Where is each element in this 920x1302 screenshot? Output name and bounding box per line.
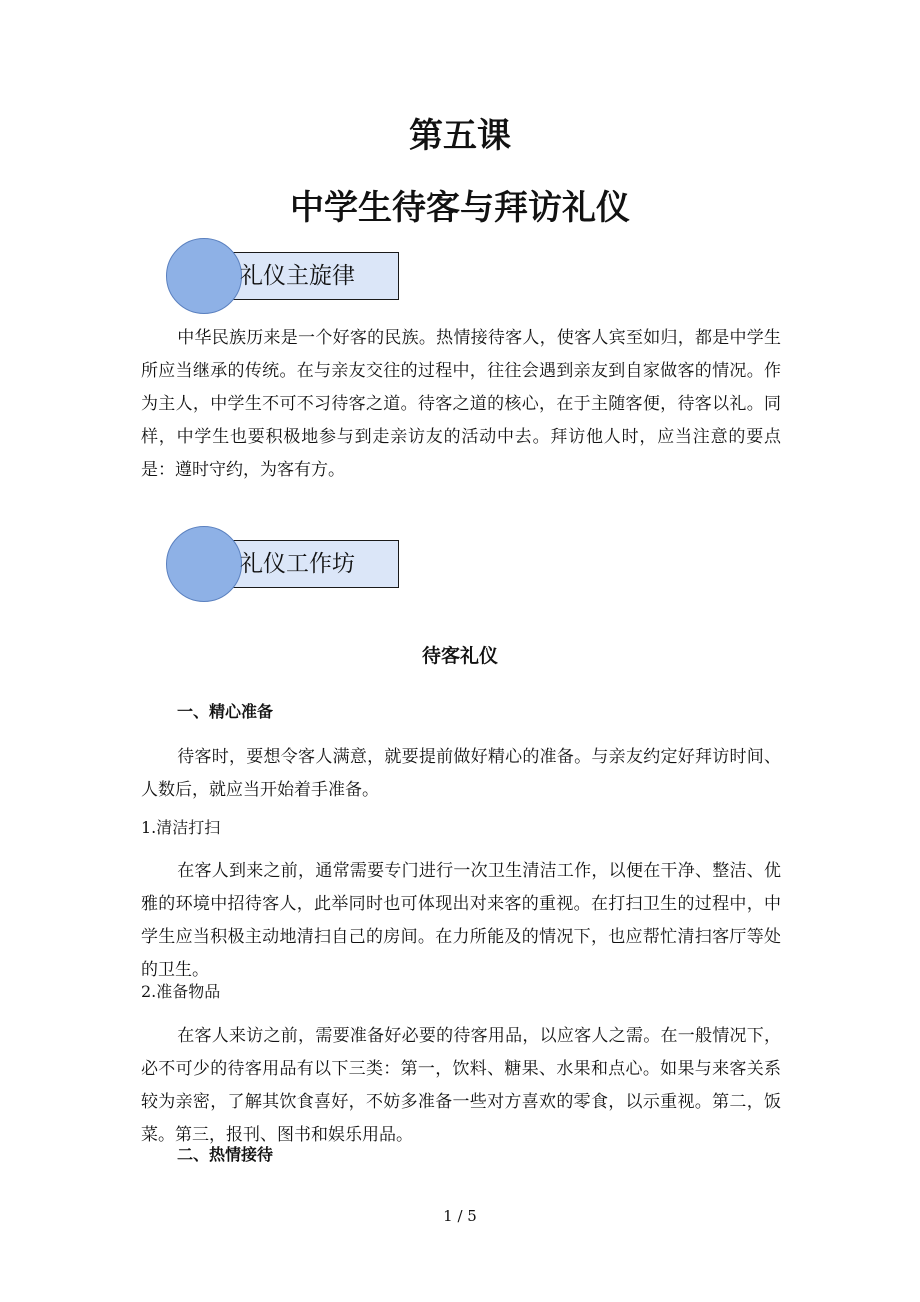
item1-paragraph: 在客人到来之前，通常需要专门进行一次卫生清洁工作，以便在干净、整洁、优雅的环境中招待客人，此举同时也可体现出对来客的重视。在打扫卫生的过程中，中学生应当积极主动地清扫自己的房间。在力所能及的情况下，也应帮忙清扫客厅等处的卫生。 [141,861,781,980]
part2-heading: 二、热情接待 [177,1145,274,1164]
section-badge-theme [166,238,402,318]
badge-circle-icon [166,526,242,602]
part1-intro: 待客时，要想令客人满意，就要提前做好精心的准备。与亲友约定好拜访时间、人数后，就应当开始着手准备。 [141,747,781,800]
item1-heading: 1.清洁打扫 [141,818,221,837]
theme-paragraph: 中华民族历来是一个好客的民族。热情接待客人，使客人宾至如归，都是中学生所应当继承的传统。在与亲友交往的过程中，往往会遇到亲友到自家做客的情况。作为主人，中学生不可不习待客之道。待客之道的核心，在于主随客便，待客以礼。同样，中学生也要积极地参与到走亲访友的活动中去。拜访他人时，应当注意的要点是：遵时守约，为客有方。 [141,328,781,480]
section-badge-workshop [166,526,402,606]
lesson-title: 第五课 [409,116,511,156]
page-number: 1 / 5 [443,1207,477,1225]
item2-heading: 2.准备物品 [141,982,221,1001]
item2-paragraph: 在客人来访之前，需要准备好必要的待客用品，以应客人之需。在一般情况下，必不可少的待客用品有以下三类：第一，饮料、糖果、水果和点心。如果与来客关系较为亲密，了解其饮食喜好，不妨多准备一些对方喜欢的零食，以示重视。第二，饭菜。第三，报刊、图书和娱乐用品。 [141,1026,781,1145]
section-label-theme: 礼仪主旋律 [240,263,355,289]
center-heading: 待客礼仪 [421,645,498,667]
part1-heading: 一、精心准备 [177,702,274,721]
section-label-workshop: 礼仪工作坊 [240,551,355,577]
main-title: 中学生待客与拜访礼仪 [290,188,630,228]
badge-circle-icon [166,238,242,314]
